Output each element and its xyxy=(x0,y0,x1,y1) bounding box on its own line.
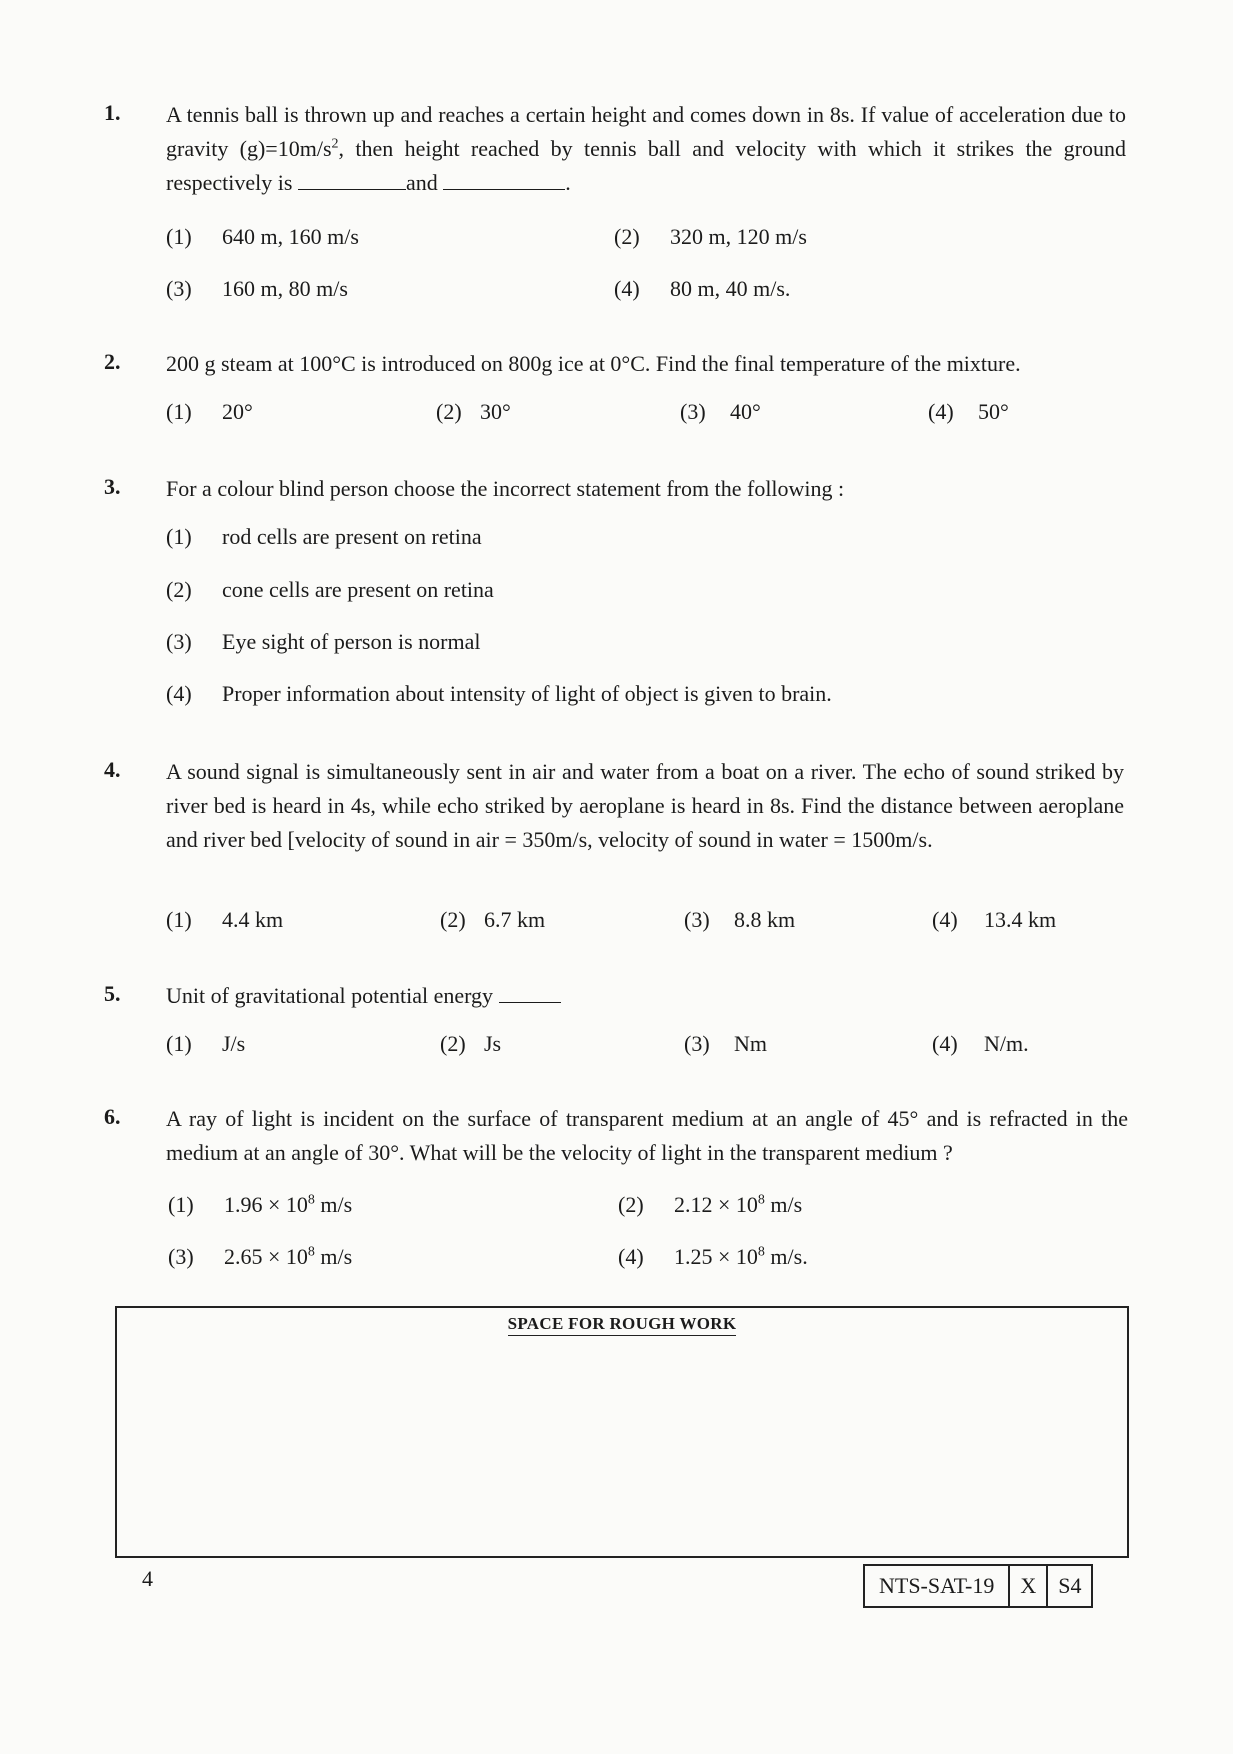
page-number: 4 xyxy=(142,1566,153,1591)
option-3: (3) Eye sight of person is normal xyxy=(166,629,481,654)
option-3: (3) 160 m, 80 m/s xyxy=(166,276,348,301)
question-number: 5. xyxy=(104,981,121,1006)
option-1: (1) 20° xyxy=(166,399,253,424)
option-2: (2) Js xyxy=(440,1031,502,1056)
option-1: (1) rod cells are present on retina xyxy=(166,524,482,549)
option-3: (3) 40° xyxy=(680,399,761,424)
question-stem: For a colour blind person choose the incorrect statement from the following : xyxy=(166,476,845,501)
option-3: (3) $2.65 \times 10^8$ m/s xyxy=(168,1244,353,1269)
question-number: 1. xyxy=(104,100,121,125)
option-3: (3) Nm xyxy=(684,1031,767,1056)
question-stem: A tennis ball is thrown up and reaches a certain height and comes down in 8s. If value of acceleration due to gravity $(g)=10m/s^2$, then height reached by tennis ball and velocity with which it strikes the ground respectively is and . xyxy=(166,102,1126,195)
paper-code: NTS-SAT-19 xyxy=(879,1573,995,1598)
option-4: (4) $1.25 \times 10^8$ m/s. xyxy=(618,1244,808,1269)
option-4: (4) 13.4 km xyxy=(932,907,1057,932)
option-1: (1) $1.96 \times 10^8$ m/s xyxy=(168,1192,353,1217)
question-stem: 200 g steam at 100°C is introduced on 800g ice at 0°C. Find the final temperature of the mixture. xyxy=(166,351,1021,376)
option-4: (4) 50° xyxy=(928,399,1009,424)
option-4: (4) 80 m, 40 m/s. xyxy=(614,276,791,301)
question-stem: A sound signal is simultaneously sent in air and water from a boat on a river. The echo of sound striked by river bed is heard in 4s, while echo striked by aeroplane is heard in 8s. Find the distance between aeroplane and river bed [velocity of sound in air = 350m/s, velocity of sound in water = 1500m/s. xyxy=(166,759,1124,852)
option-2: (2) 320 m, 120 m/s xyxy=(614,224,807,249)
question-number: 4. xyxy=(104,757,121,782)
option-2: (2) $2.12 \times 10^8$ m/s xyxy=(618,1192,803,1217)
answer-blank xyxy=(499,982,561,1003)
set-code: S4 xyxy=(1046,1566,1091,1606)
option-3: (3) 8.8 km xyxy=(684,907,796,932)
rough-work-title: SPACE FOR ROUGH WORK xyxy=(117,1314,1127,1334)
answer-blank xyxy=(298,169,406,190)
question-number: 3. xyxy=(104,474,121,499)
class-code: X xyxy=(1008,1566,1046,1606)
question-stem: A ray of light is incident on the surface of transparent medium at an angle of 45° and is refracted in the medium at an angle of 30°. What will be the velocity of light in the transparent medium ? xyxy=(166,1106,1128,1165)
option-4: (4) N/m. xyxy=(932,1031,1029,1056)
option-1: (1) 640 m, 160 m/s xyxy=(166,224,359,249)
question-number: 2. xyxy=(104,349,121,374)
answer-blank xyxy=(443,169,565,190)
paper-code-box xyxy=(863,1564,1093,1608)
option-4: (4) Proper information about intensity of light of object is given to brain. xyxy=(166,681,832,706)
rough-work-box xyxy=(115,1306,1129,1558)
option-1: (1) J/s xyxy=(166,1031,246,1056)
option-2: (2) 30° xyxy=(436,399,511,424)
question-number: 6. xyxy=(104,1104,121,1129)
question-stem: Unit of gravitational potential energy xyxy=(166,979,1126,1013)
option-1: (1) 4.4 km xyxy=(166,907,284,932)
option-2: (2) 6.7 km xyxy=(440,907,546,932)
option-2: (2) cone cells are present on retina xyxy=(166,577,494,602)
